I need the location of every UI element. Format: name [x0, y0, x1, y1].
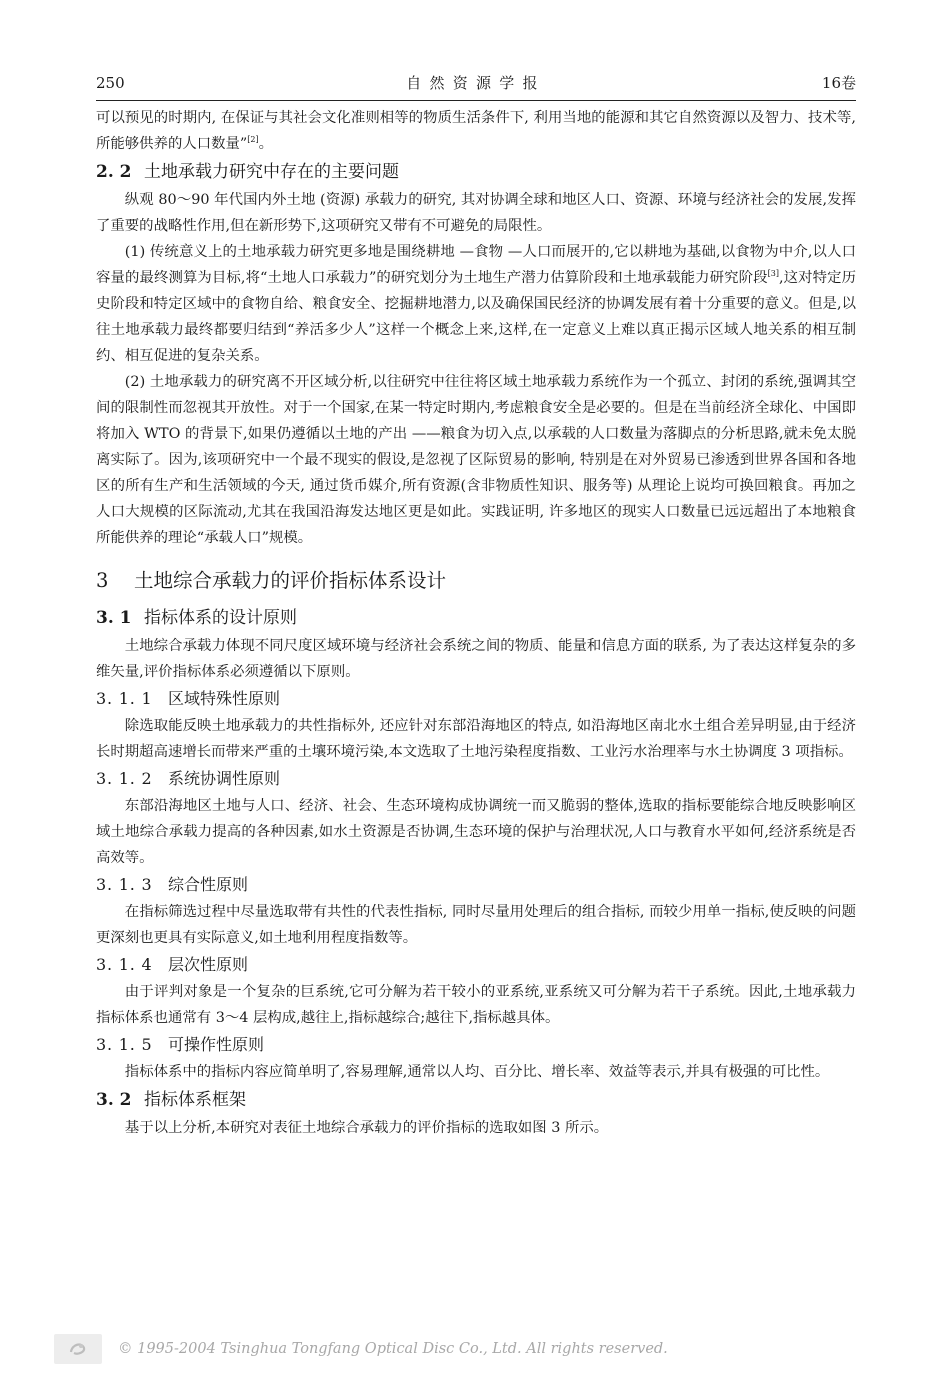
section-number: 3. 2 [96, 1090, 132, 1110]
citation-ref: [3] [767, 269, 779, 279]
journal-title: 自然资源学报 [406, 74, 546, 92]
copyright-text: © 1995-2004 Tsinghua Tongfang Optical Disc Co., Ltd. All rights reserved. [118, 1341, 668, 1357]
intro-text: 可以预见的时期内, 在保证与其社会文化准则相等的物质生活条件下, 利用当地的能源和其它自然资源以及智力、技术等,所能够供养的人口数量” [96, 110, 856, 152]
paragraph: 在指标筛选过程中尽量选取带有共性的代表性指标, 同时尽量用处理后的组合指标, 而较少用单一指标,使反映的问题更深刻也更具有实际意义,如土地利用程度指数等。 [96, 904, 856, 946]
section-title: 综合性原则 [168, 875, 249, 894]
paragraph-text: (1) 传统意义上的土地承载力研究更多地是围绕耕地 —食物 —人口而展开的,它以耕地为基础,以食物为中介,以人口容量的最终测算为目标,将“土地人口承载力”的研究划分为土地生产潜力估算阶段和土地承载能力研究阶段 [96, 244, 856, 286]
intro-end: 。 [258, 136, 274, 152]
section-number: 3. 1. 2 [96, 769, 153, 788]
paragraph: 基于以上分析,本研究对表征土地综合承载力的评价指标的选取如图 3 所示。 [124, 1120, 609, 1136]
section-heading-3-1-2 [96, 765, 856, 793]
section-number: 3. 1. 4 [96, 955, 153, 974]
section-title: 土地承载力研究中存在的主要问题 [144, 162, 399, 182]
section-number: 3 [96, 569, 109, 592]
section-title: 指标体系的设计原则 [144, 608, 297, 628]
paragraph-text: ,这对特定历史阶段和特定区域中的食物自给、粮食安全、挖掘耕地潜力,以及确保国民经济的协调发展有着十分重要的意义。但是,以往土地承载力最终都要归结到“养活多少人”这样一个概念上来,这样,在一定意义上难以真正揭示区域人地关系的相互制约、相互促进的复杂关系。 [96, 270, 856, 364]
paragraph: 土地综合承载力体现不同尺度区域环境与经济社会系统之间的物质、能量和信息方面的联系, 为了表达这样复杂的多维矢量,评价指标体系必须遵循以下原则。 [96, 638, 856, 680]
paragraph: 指标体系中的指标内容应简单明了,容易理解,通常以人均、百分比、增长率、效益等表示,并具有极强的可比性。 [124, 1064, 830, 1080]
paragraph: 除选取能反映土地承载力的共性指标外, 还应针对东部沿海地区的特点, 如沿海地区南北水土组合差异明显,由于经济长时期超高速增长而带来严重的土壤环境污染,本文选取了土地污染程度指数、工业污水治理率与水土协调度 3 项指标。 [96, 718, 856, 760]
copyright-footer [54, 1334, 854, 1364]
section-heading-2-2 [96, 157, 856, 187]
section-title: 层次性原则 [168, 955, 249, 974]
section-number: 3. 1 [96, 608, 132, 628]
page-number: 250 [96, 74, 125, 92]
citation-ref: [2] [247, 135, 259, 145]
section-number: 2. 2 [96, 162, 132, 182]
paragraph: 东部沿海地区土地与人口、经济、社会、生态环境构成协调统一而又脆弱的整体,选取的指标要能综合地反映影响区域土地综合承载力提高的各种因素,如水土资源是否协调,生态环境的保护与治理状况,人口与教育水平如何,经济系统是否高效等。 [96, 798, 856, 866]
paper-page [96, 66, 856, 1141]
section-heading-3-2 [96, 1085, 856, 1115]
section-title: 可操作性原则 [168, 1035, 265, 1054]
publisher-logo-icon [54, 1334, 102, 1364]
section-heading-3-1-1 [96, 685, 856, 713]
section-title: 区域特殊性原则 [168, 689, 281, 708]
section-heading-3-1-5 [96, 1031, 856, 1059]
section-title: 指标体系框架 [144, 1090, 246, 1110]
paragraph: 由于评判对象是一个复杂的巨系统,它可分解为若干较小的亚系统,亚系统又可分解为若干子系统。因此,土地承载力指标体系也通常有 3～4 层构成,越往上,指标越综合;越往下,指标越具体。 [96, 984, 856, 1026]
section-title: 土地综合承载力的评价指标体系设计 [134, 569, 447, 592]
paragraph: 纵观 80～90 年代国内外土地 (资源) 承载力的研究, 其对协调全球和地区人口、资源、环境与经济社会的发展,发挥了重要的战略性作用,但在新形势下,这项研究又带有不可避免的局限性。 [96, 192, 856, 234]
intro-paragraph [96, 105, 856, 157]
section-heading-3-1-3 [96, 871, 856, 899]
paragraph [96, 239, 856, 369]
section-number: 3. 1. 1 [96, 689, 153, 708]
paragraph: (2) 土地承载力的研究离不开区域分析,以往研究中往往将区域土地承载力系统作为一个孤立、封闭的系统,强调其空间的限制性而忽视其开放性。对于一个国家,在某一特定时期内,考虑粮食安全是必要的。但是在当前经济全球化、中国即将加入 WTO 的背景下,如果仍遵循以土地的产出 ——粮食为切入点,以承载的人口数量为落脚点的分析思路,就未免太脱离实际了。因为,该项研究中一个最不现实的假设,是忽视了区际贸易的影响, 特别是在对外贸易已渗透到世界各国和各地区的所有生产和生活领域的今天, 通过货币媒介,所有资源(含非物质性知识、服务等) 从理论上说均可换回粮食。再加之人口大规模的区际流动,尤其在我国沿海发达地区更是如此。实践证明, 许多地区的现实人口数量已远远超出了本地粮食所能供养的理论“承载人口”规模。 [96, 374, 856, 546]
section-heading-3-1-4 [96, 951, 856, 979]
section-heading-3-1 [96, 603, 856, 633]
section-number: 3. 1. 3 [96, 875, 153, 894]
section-heading-3 [96, 563, 856, 599]
section-number: 3. 1. 5 [96, 1035, 153, 1054]
running-header [96, 66, 856, 101]
section-title: 系统协调性原则 [168, 769, 281, 788]
volume-label: 16卷 [821, 74, 856, 92]
